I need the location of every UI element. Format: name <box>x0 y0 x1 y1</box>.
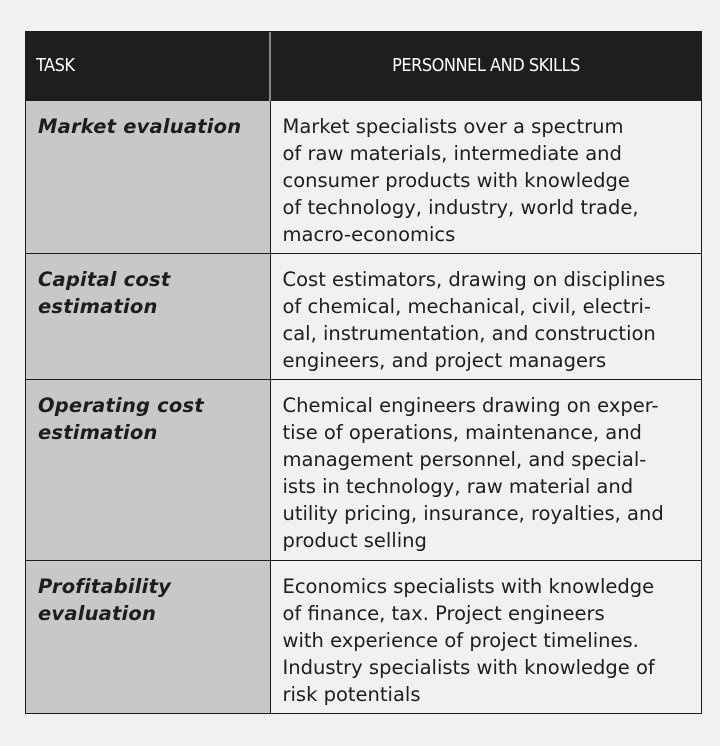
table-row <box>26 379 701 560</box>
task-cell: Profitability evaluation <box>26 560 270 713</box>
header-row <box>26 32 701 100</box>
table-row <box>26 253 701 379</box>
header-personnel: PERSONNEL AND SKILLS <box>270 32 701 100</box>
task-cell: Market evaluation <box>26 100 270 253</box>
personnel-cell: Economics specialists with knowledge of finance, tax. Project engineers with experience of project timelines. Industry specialists with knowledge of risk potentials <box>270 560 701 713</box>
table <box>26 32 701 713</box>
task-cell: Capital cost estimation <box>26 253 270 379</box>
task-cell: Operating cost estimation <box>26 379 270 560</box>
personnel-cell: Market specialists over a spectrum of raw materials, intermediate and consumer products with knowledge of technology, industry, world trade, macro-economics <box>270 100 701 253</box>
task-personnel-table <box>25 31 702 714</box>
table-row <box>26 100 701 253</box>
personnel-cell: Cost estimators, drawing on disciplines of chemical, mechanical, civil, electri- cal, instrumentation, and construction engineers, and project managers <box>270 253 701 379</box>
header-task: TASK <box>26 32 270 100</box>
table-row <box>26 560 701 713</box>
personnel-cell: Chemical engineers drawing on exper- tise of operations, maintenance, and management personnel, and special- ists in technology, raw material and utility pricing, insurance, royalties, and product selling <box>270 379 701 560</box>
